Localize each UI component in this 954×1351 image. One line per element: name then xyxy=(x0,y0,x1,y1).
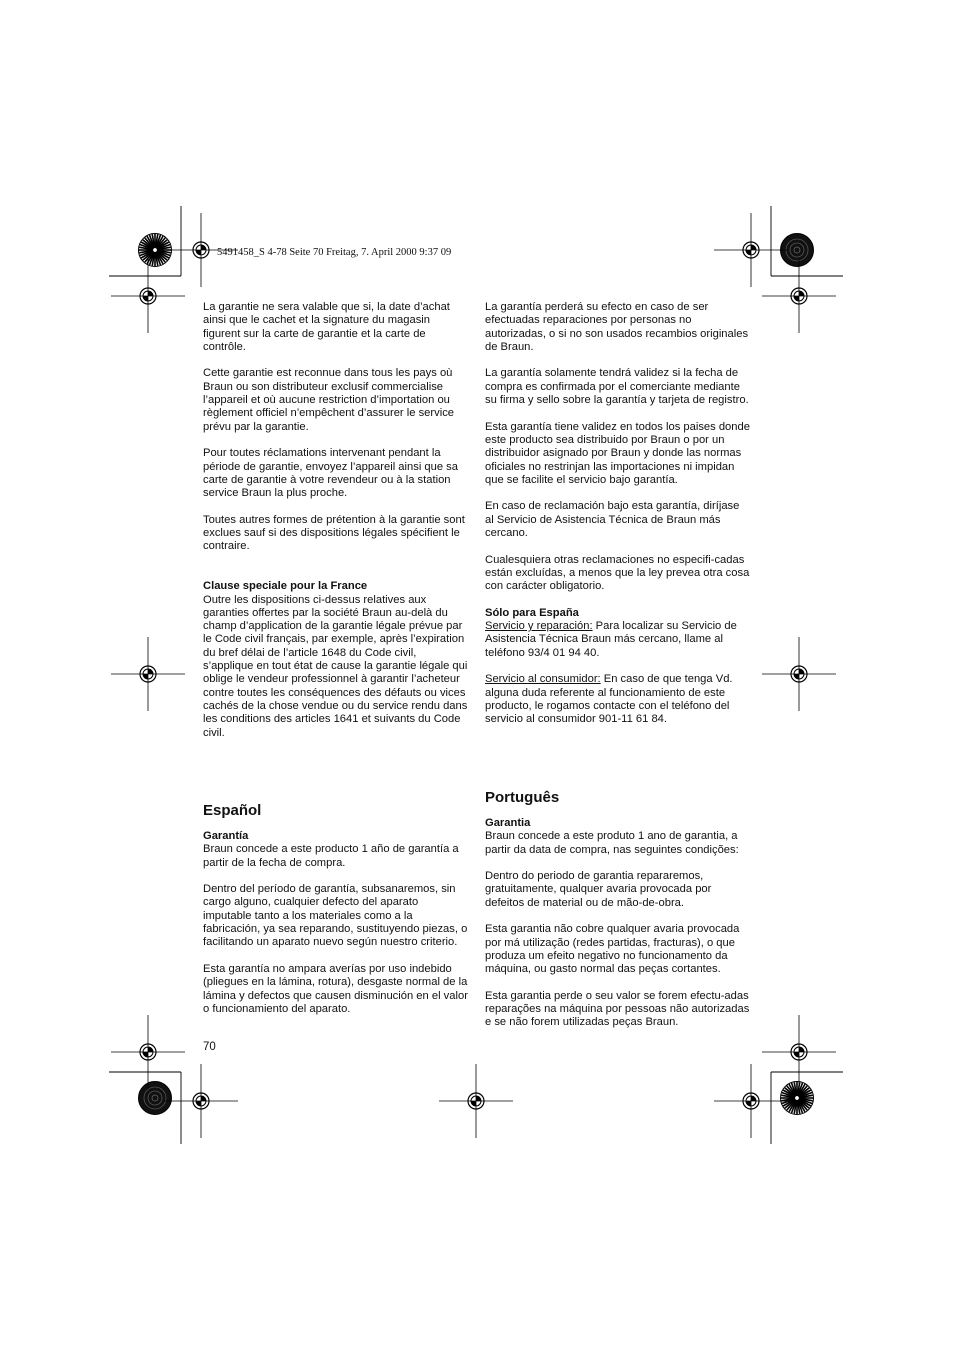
paragraph: Braun concede a este producto 1 año de garantía a partir de la fecha de compra. xyxy=(203,843,459,869)
paragraph: Toutes autres formes de prétention à la garantie sont exclues sauf si des dispositions légales spécifient le contraire. xyxy=(203,513,465,553)
section-title-espanol: Español xyxy=(203,802,262,819)
subheading: Garantia xyxy=(485,817,531,829)
paragraph: Dentro do periodo de garantia repararemos, gratuitamente, qualquer avaria provocada por defeitos de material ou de mão-de-obra. xyxy=(485,870,712,909)
subheading: Garantía xyxy=(203,830,249,842)
page-number: 70 xyxy=(203,1041,216,1053)
paragraph: Cualesquiera otras reclamaciones no especifi-cadas están excluídas, a menos que la ley prevea otra cosa con carácter obligatorio. xyxy=(485,553,750,593)
paragraph: Outre les dispositions ci-dessus relatives aux garanties offertes par la société Braun au-delà du champ d’application de la garantie légale prévue par le Code civil français, par exemple, après l’expiration du bref délai de l’article 1648 du Code civil, s’applique en tout état de cause la garantie légale qui oblige le vendeur professionnel à garantir l’acheteur contre toutes les conséquences des défauts ou vices cachés de la chose vendue ou du service rendu dans les conditions des articles 1641 et suivants du Code civil. xyxy=(203,593,468,739)
paragraph: Dentro del período de garantía, subsanaremos, sin cargo alguno, cualquier defecto del aparato imputable tanto a los materiales como a la fabricación, ya sea reparando, sustituyendo piezas, o facilitando un aparato nuevo según nuestro criterio. xyxy=(203,883,468,949)
paragraph: Braun concede a este produto 1 ano de garantia, a partir da data de compra, nas seguintes condições: xyxy=(485,830,739,856)
consumer-paragraph xyxy=(485,673,750,726)
section-title-portugues: Português xyxy=(485,789,560,806)
paragraph: Esta garantía tiene validez en todos los paises donde este producto sea distribuido por Braun o por un distribuidor asignado por Braun y donde las normas oficiales no restrinjan las importaciones ni impidan que se facilite el servicio bajo garantía. xyxy=(485,420,750,486)
service-text: Para localizar su Servicio de Asistencia Técnica Braun más cercano, llame al teléfono 93/4 01 94 40. xyxy=(485,620,737,659)
service-label: Servicio y reparación: xyxy=(485,620,593,633)
paragraph: Esta garantia não cobre qualquer avaria provocada por má utilização (redes partidas, fracturas), o que produza um efeito negativo no funcionamento da máquina, ou gasto normal das peças cortantes. xyxy=(485,923,740,976)
espanol-section xyxy=(203,830,468,1029)
paragraph: Esta garantía no ampara averías por uso indebido (pliegues en la lámina, rotura), desgaste normal de la lámina y defectos que causen disminución en el valor o funcionamiento del aparato. xyxy=(203,962,468,1015)
paragraph: En caso de reclamación bajo esta garantía, diríjase al Servicio de Asistencia Técnica de Braun más cercano. xyxy=(485,500,740,540)
print-slug-header: 5491458_S 4-78 Seite 70 Freitag, 7. April 2000 9:37 09 xyxy=(217,247,452,258)
spain-heading: Sólo para España xyxy=(485,606,579,619)
left-column-french xyxy=(203,301,468,753)
clause-heading: Clause speciale pour la France xyxy=(203,580,368,593)
consumer-text: En caso de que tenga Vd. alguna duda referente al funcionamiento de este producto, le rogamos contacte con el teléfono del servicio al consumidor 901-11 61 84. xyxy=(485,673,733,726)
paragraph: La garantía solamente tendrá validez si la fecha de compra es confirmada por el comerciante mediante su firma y sello sobre la garantía y tarjeta de registro. xyxy=(485,367,749,407)
right-column-spanish xyxy=(485,301,750,740)
paragraph: La garantía perderá su efecto en caso de ser efectuadas reparaciones por personas no autorizadas, o si no son usados recambios originales de Braun. xyxy=(485,301,749,353)
paragraph: Cette garantie est reconnue dans tous les pays où Braun ou son distributeur exclusif commercialise l’appareil et où aucune restriction d’importation ou règlement officiel n’empêchent d’assurer le service prévu par la garantie. xyxy=(203,367,455,433)
paragraph: Esta garantia perde o seu valor se forem efectu-adas reparações na máquina por pessoas não autorizadas e se não forem utilizadas peças Braun. xyxy=(485,989,750,1029)
service-paragraph xyxy=(485,620,750,660)
paragraph: La garantie ne sera valable que si, la date d’achat ainsi que le cachet et la signature du magasin figurent sur la carte de garantie et la carte de contrôle. xyxy=(203,301,450,353)
consumer-label: Servicio al consumidor: xyxy=(485,673,601,686)
portugues-section xyxy=(485,817,750,1043)
paragraph: Pour toutes réclamations intervenant pendant la période de garantie, envoyez l’appareil ainsi que sa carte de garantie à votre revendeur ou à la station service Braun la plus proche. xyxy=(203,447,458,500)
